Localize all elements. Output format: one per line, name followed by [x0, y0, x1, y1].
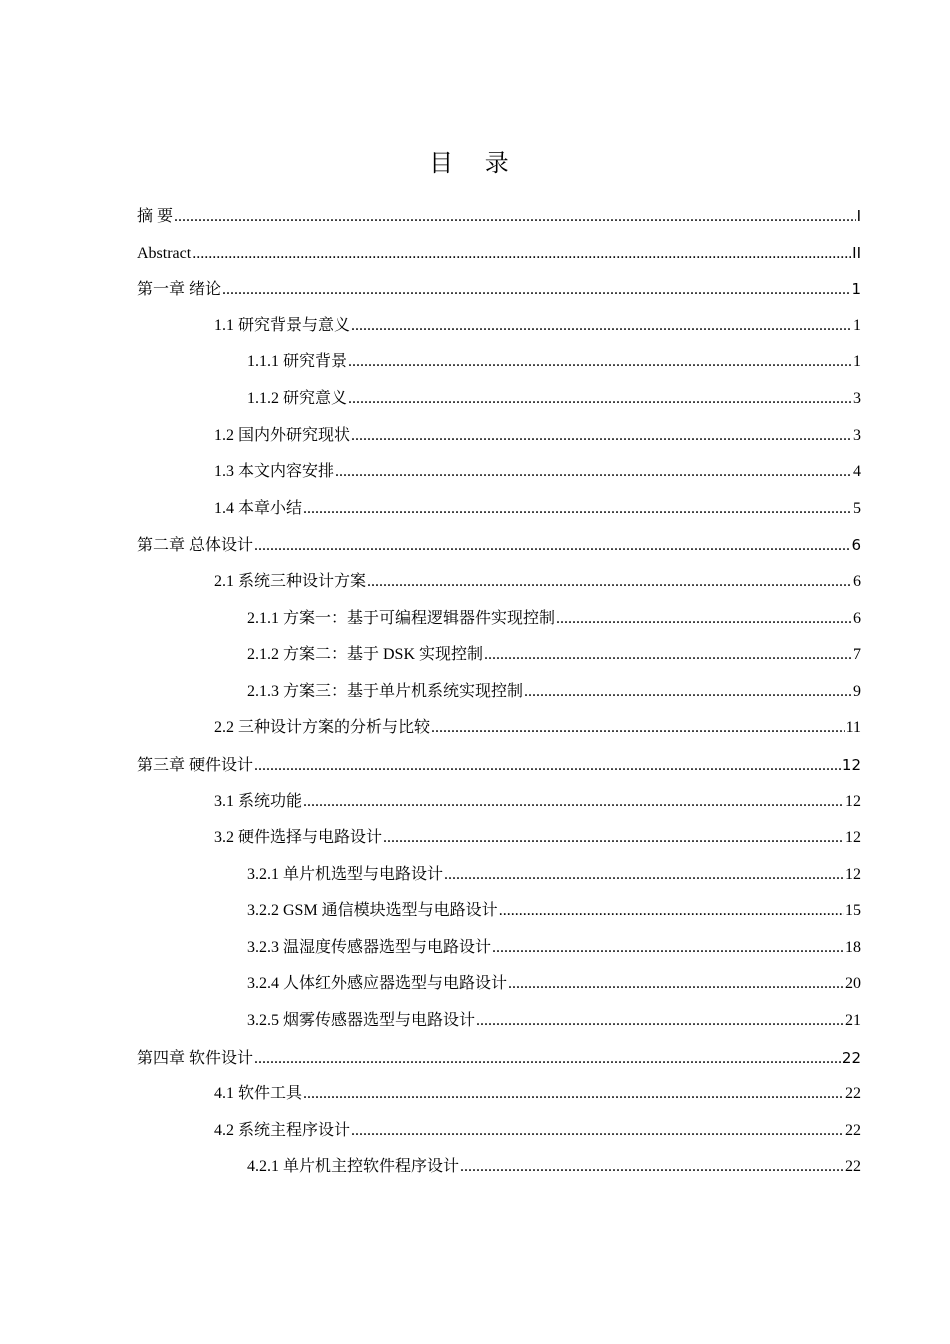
toc-page-number: 1 [851, 280, 861, 299]
toc-entry-label: 2.1.1 方案一：基于可编程逻辑器件实现控制 [247, 609, 556, 627]
toc-entry[interactable] [137, 344, 861, 381]
toc-leader-dots [174, 199, 856, 236]
toc-entry[interactable] [137, 1003, 861, 1040]
toc-page-number: 22 [841, 1048, 861, 1067]
toc-entry-label: 2.1.2 方案二：基于 DSK 实现控制 [247, 646, 484, 664]
toc-entry-label: 3.2 硬件选择与电路设计 [214, 829, 383, 847]
toc-page-number: 9 [853, 682, 861, 700]
toc-page-number: 22 [845, 1085, 861, 1103]
toc-leader-dots [254, 1041, 841, 1078]
toc-leader-dots [444, 857, 844, 894]
toc-page-number: 4 [853, 463, 861, 481]
toc-leader-dots [492, 930, 844, 967]
toc-entry-label: 1.2 国内外研究现状 [214, 426, 351, 444]
toc-leader-dots [254, 528, 850, 565]
toc-leader-dots [351, 1113, 844, 1150]
toc-entry[interactable] [137, 1113, 861, 1150]
toc-entry-label: 第三章 硬件设计 [137, 756, 254, 774]
toc-page-number: 12 [841, 755, 861, 774]
toc-page-number: II [852, 243, 861, 262]
toc-leader-dots [192, 236, 851, 273]
toc-page-number: 12 [845, 829, 861, 847]
toc-leader-dots [367, 564, 852, 601]
toc-leader-dots [508, 966, 844, 1003]
toc-leader-dots [254, 748, 841, 785]
toc-leader-dots [383, 820, 844, 857]
toc-page-number: 3 [853, 389, 861, 407]
toc-entry[interactable] [137, 747, 861, 784]
toc-leader-dots [460, 1149, 844, 1186]
toc-leader-dots [431, 710, 845, 747]
toc-entry[interactable] [137, 308, 861, 345]
toc-entry-label: 第四章 软件设计 [137, 1049, 254, 1067]
toc-entry[interactable] [137, 198, 861, 235]
toc-leader-dots [524, 674, 852, 711]
toc-leader-dots [335, 454, 852, 491]
toc-entry-label: 1.4 本章小结 [214, 499, 303, 517]
toc-entry-label: 1.1.2 研究意义 [247, 389, 348, 407]
toc-leader-dots [348, 344, 852, 381]
toc-page-number: 11 [845, 719, 861, 737]
table-of-contents [137, 198, 861, 1186]
toc-entry[interactable] [137, 966, 861, 1003]
toc-entry[interactable] [137, 454, 861, 491]
toc-entry-label: 4.2 系统主程序设计 [214, 1121, 351, 1139]
toc-page-number: 6 [853, 572, 861, 590]
toc-entry[interactable] [137, 1076, 861, 1113]
toc-leader-dots [351, 308, 852, 345]
toc-entry[interactable] [137, 1040, 861, 1077]
toc-entry-label: 3.2.3 温湿度传感器选型与电路设计 [247, 938, 492, 956]
toc-entry[interactable] [137, 271, 861, 308]
toc-entry-label: 3.2.5 烟雾传感器选型与电路设计 [247, 1012, 476, 1030]
toc-leader-dots [484, 637, 852, 674]
page-title: 目 录 [429, 149, 521, 177]
toc-entry-label: Abstract [137, 244, 192, 262]
toc-entry-label: 4.2.1 单片机主控软件程序设计 [247, 1158, 460, 1176]
toc-page-number: 12 [845, 792, 861, 810]
toc-entry-label: 2.1.3 方案三：基于单片机系统实现控制 [247, 682, 524, 700]
toc-leader-dots [348, 381, 852, 418]
toc-page-number: 22 [845, 1121, 861, 1139]
toc-page-number: 18 [845, 938, 861, 956]
toc-entry[interactable] [137, 381, 861, 418]
toc-entry[interactable] [137, 784, 861, 821]
toc-entry[interactable] [137, 930, 861, 967]
toc-entry[interactable] [137, 637, 861, 674]
toc-page-number: 22 [845, 1158, 861, 1176]
toc-page-number: 6 [853, 609, 861, 627]
toc-entry-label: 4.1 软件工具 [214, 1085, 303, 1103]
toc-page-number: 21 [845, 1012, 861, 1030]
toc-leader-dots [351, 418, 852, 455]
toc-leader-dots [303, 1076, 844, 1113]
toc-leader-dots [476, 1003, 844, 1040]
toc-page-number: 7 [853, 646, 861, 664]
toc-entry-label: 3.1 系统功能 [214, 792, 303, 810]
toc-entry[interactable] [137, 601, 861, 638]
toc-entry-label: 3.2.1 单片机选型与电路设计 [247, 865, 444, 883]
toc-entry-label: 第二章 总体设计 [137, 537, 254, 555]
toc-entry-label: 3.2.4 人体红外感应器选型与电路设计 [247, 975, 508, 993]
toc-entry-label: 3.2.2 GSM 通信模块选型与电路设计 [247, 902, 498, 920]
toc-leader-dots [303, 491, 852, 528]
toc-entry-label: 1.1.1 研究背景 [247, 353, 348, 371]
toc-entry-label: 2.1 系统三种设计方案 [214, 572, 367, 590]
toc-entry[interactable] [137, 820, 861, 857]
toc-entry-label: 第一章 绪论 [137, 281, 222, 299]
toc-entry[interactable] [137, 674, 861, 711]
toc-leader-dots [499, 893, 844, 930]
toc-entry[interactable] [137, 857, 861, 894]
toc-entry[interactable] [137, 235, 861, 272]
toc-entry-label: 1.1 研究背景与意义 [214, 316, 351, 334]
toc-page-number: 5 [853, 499, 861, 517]
toc-entry[interactable] [137, 710, 861, 747]
toc-entry[interactable] [137, 893, 861, 930]
toc-page-number: 1 [853, 353, 861, 371]
toc-entry[interactable] [137, 418, 861, 455]
toc-leader-dots [556, 601, 852, 638]
toc-entry[interactable] [137, 527, 861, 564]
toc-entry-label: 1.3 本文内容安排 [214, 463, 335, 481]
toc-page-number: 1 [853, 316, 861, 334]
toc-entry[interactable] [137, 1149, 861, 1186]
toc-leader-dots [303, 784, 844, 821]
toc-page-number: 6 [851, 536, 861, 555]
toc-page-number: I [856, 207, 861, 225]
toc-entry[interactable] [137, 491, 861, 528]
toc-entry[interactable] [137, 564, 861, 601]
toc-entry-label: 2.2 三种设计方案的分析与比较 [214, 719, 431, 737]
toc-page-number: 12 [845, 865, 861, 883]
toc-leader-dots [222, 272, 850, 309]
toc-page-number: 3 [853, 426, 861, 444]
toc-entry-label: 摘 要 [137, 208, 174, 225]
toc-page-number: 15 [845, 902, 861, 920]
toc-page-number: 20 [845, 975, 861, 993]
